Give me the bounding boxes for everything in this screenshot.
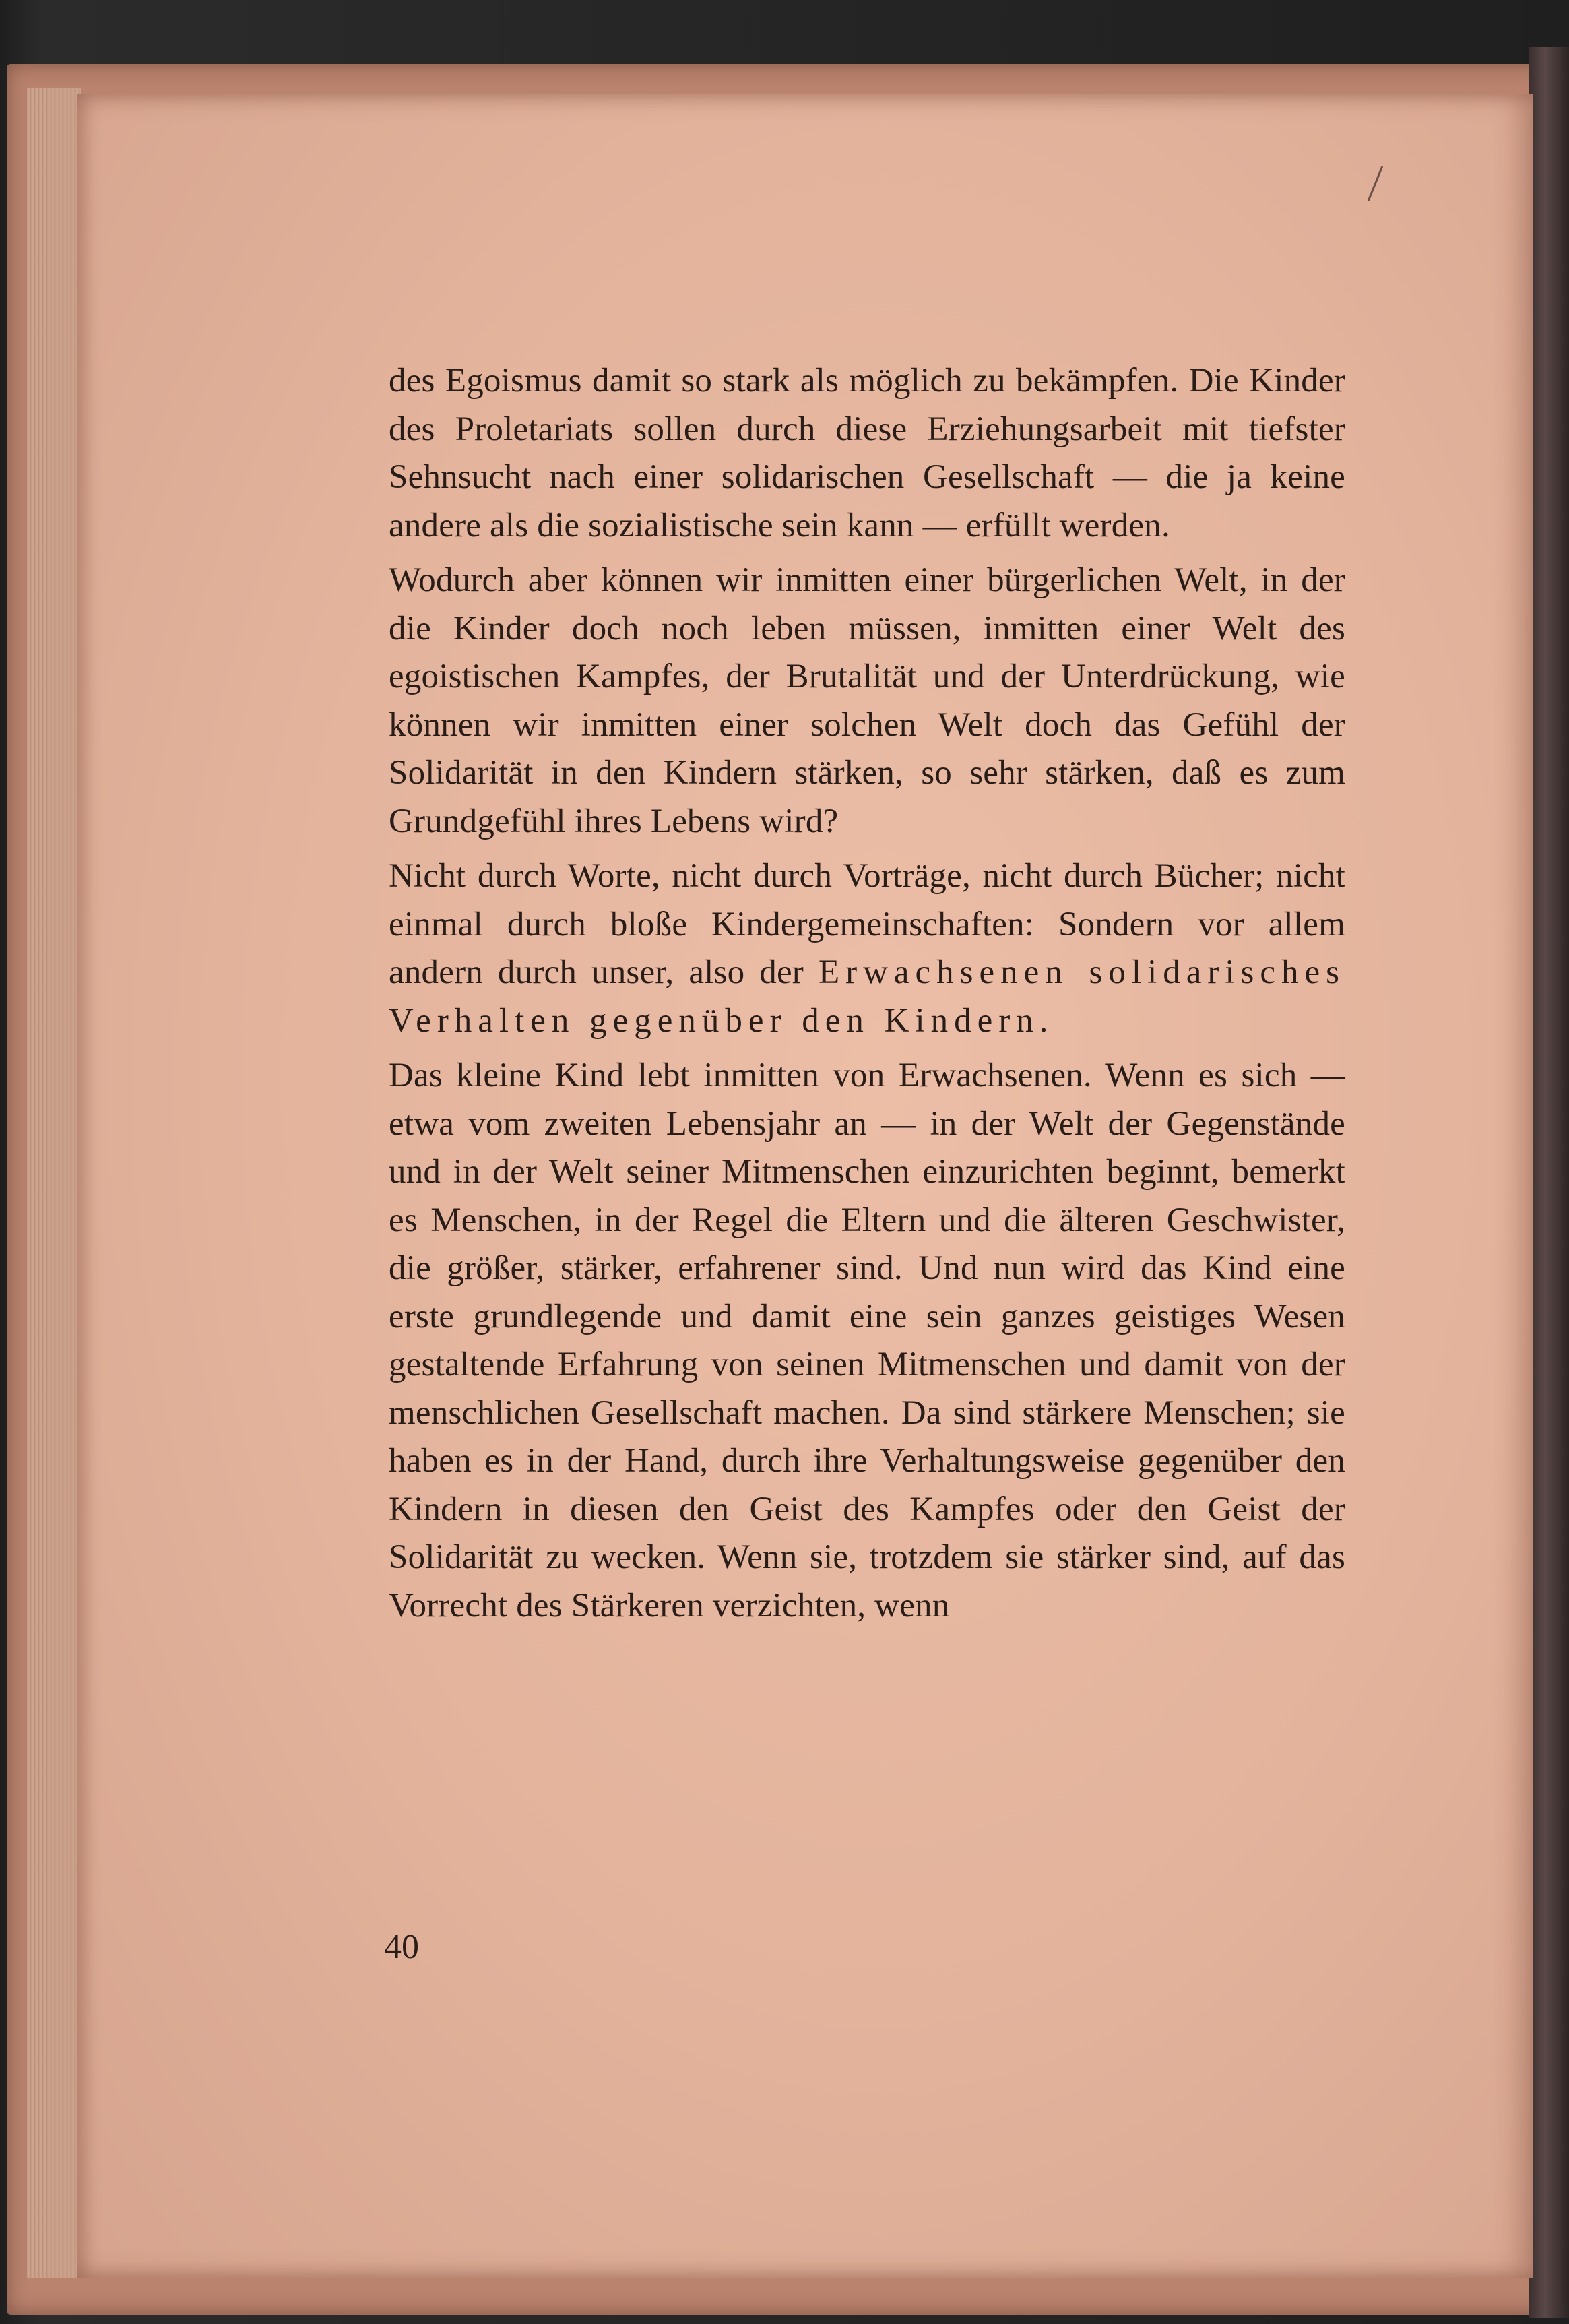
paragraph-3: [389, 852, 1345, 1045]
paragraph-1: [389, 357, 1345, 550]
paragraph-3-spaced-emphasis: Erwachsenen solidarisches Verhalten gegenüber den Kindern.: [389, 953, 1345, 1040]
book-spine: [1529, 47, 1569, 2318]
page-number: 40: [384, 1928, 419, 1966]
paragraph-1-text: des Egoismus damit so stark als möglich zu bekämpfen. Die Kinder des Proletariats sollen durch diese Erziehungsarbeit mit tiefster Sehnsucht nach einer solidarischen Gesellschaft — die ja keine andere als die sozialistische sein kann — erfüllt werden.: [389, 362, 1345, 544]
paragraph-3-text: Nicht durch Worte, nicht durch Vorträge, nicht durch Bücher; nicht einmal durch bloße Kindergemeinschaften: Sondern vor allem andern durch unser, also der: [389, 857, 1345, 991]
paragraph-2: [389, 557, 1345, 846]
body-text: [389, 357, 1345, 1637]
page-edges: [27, 88, 81, 2278]
paragraph-4-text: Das kleine Kind lebt inmitten von Erwachsenen. Wenn es sich — etwa vom zweiten Lebensjahr an — in der Welt der Gegenstände und in der Welt seiner Mitmenschen einzurichten beginnt, bemerkt es Menschen, in der Regel die Eltern und die älteren Geschwister, die größer, stärker, erfahrener sind. Und nun wird das Kind eine erste grundlegende und damit eine sein ganzes geistiges Wesen gestaltende Erfahrung von seinen Mitmenschen und damit von der menschlichen Gesellschaft machen. Da sind stärkere Menschen; sie haben es in der Hand, durch ihre Verhaltungsweise gegenüber den Kindern in diesen den Geist des Kampfes oder den Geist der Solidarität zu wecken. Wenn sie, trotzdem sie stärker sind, auf das Vorrecht des Stärkeren verzichten, wenn: [389, 1057, 1345, 1625]
paragraph-4: [389, 1052, 1345, 1630]
paragraph-2-text: Wodurch aber können wir inmitten einer bürgerlichen Welt, in der die Kinder doch noch leben müssen, inmitten einer Welt des egoistischen Kampfes, der Brutalität und der Unterdrückung, wie können wir inmitten einer solchen Welt doch das Gefühl der Solidarität in den Kindern stärken, so sehr stärken, daß es zum Grundgefühl ihres Lebens wird?: [389, 561, 1345, 840]
